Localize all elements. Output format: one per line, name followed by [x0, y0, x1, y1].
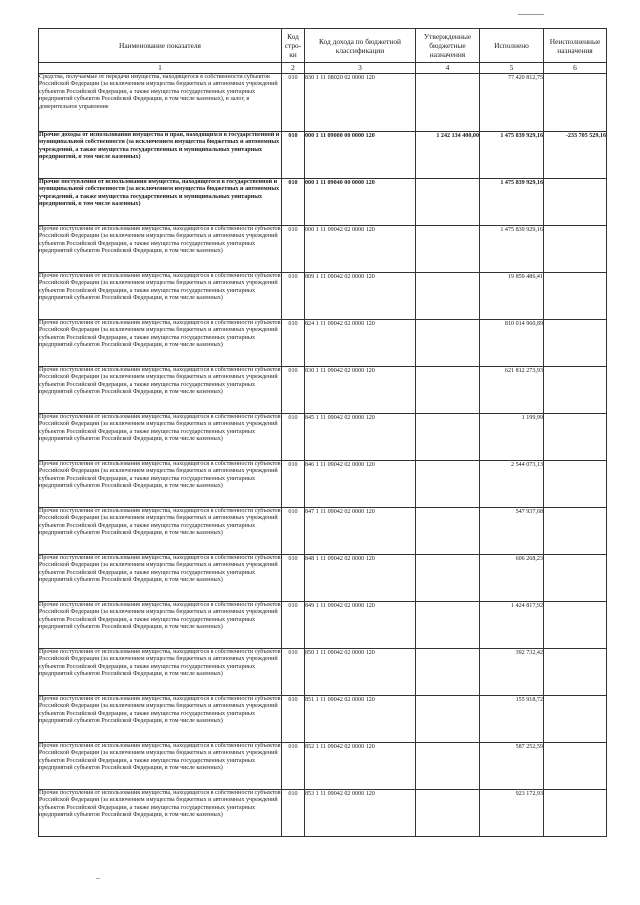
- col-header-name: Наименование показателя: [39, 29, 282, 63]
- row-income-code: 000 1 11 09042 02 0000 120: [305, 226, 416, 273]
- col-header-unexecuted: Неисполненные назначения: [544, 29, 607, 63]
- row-unexecuted: [544, 226, 607, 273]
- row-income-code: 853 1 11 09042 02 0000 120: [305, 790, 416, 837]
- row-executed: 1 475 839 929,16: [480, 132, 544, 179]
- row-unexecuted: [544, 508, 607, 555]
- row-line-code: 010: [282, 602, 305, 649]
- table-row: [39, 696, 607, 743]
- row-income-code: 000 1 11 09000 00 0000 120: [305, 132, 416, 179]
- row-approved: [416, 179, 480, 226]
- table-row: [39, 743, 607, 790]
- row-line-code: 010: [282, 696, 305, 743]
- row-executed: 1 475 839 929,16: [480, 226, 544, 273]
- row-unexecuted: [544, 602, 607, 649]
- row-executed: 155 918,72: [480, 696, 544, 743]
- col-header-kbk: Код дохода по бюджетной классификации: [305, 29, 416, 63]
- row-income-code: 830 1 11 08020 02 0000 120: [305, 74, 416, 132]
- row-line-code: 010: [282, 74, 305, 132]
- row-line-code: 010: [282, 555, 305, 602]
- column-number: 3: [305, 63, 416, 74]
- row-name: Прочие поступления от использования имущества, находящегося в государственной и муниципальной собственности (за исключением имущества бюджетных и автономных учреждений, а также имущества государственных и муниципальных унитарных предприятий, в том числе казенных): [39, 179, 282, 226]
- row-line-code: 010: [282, 461, 305, 508]
- row-unexecuted: [544, 743, 607, 790]
- row-approved: [416, 74, 480, 132]
- row-executed: 606 268,23: [480, 555, 544, 602]
- row-line-code: 010: [282, 508, 305, 555]
- header-row: [39, 29, 607, 63]
- row-unexecuted: [544, 320, 607, 367]
- row-line-code: 010: [282, 790, 305, 837]
- row-line-code: 010: [282, 743, 305, 790]
- row-executed: 587 252,59: [480, 743, 544, 790]
- budget-income-table: [38, 28, 607, 837]
- col-header-approved: Утвержденные бюджетные назначения: [416, 29, 480, 63]
- row-executed: 1 424 817,92: [480, 602, 544, 649]
- row-approved: [416, 414, 480, 461]
- row-approved: [416, 273, 480, 320]
- column-number: 4: [416, 63, 480, 74]
- row-executed: 77 420 812,75: [480, 74, 544, 132]
- row-executed: 2 544 073,13: [480, 461, 544, 508]
- row-name: Прочие поступления от использования имущества, находящегося в собственности субъектов Российской Федерации (за исключением имущества бюджетных и автономных учреждений субъектов Российской Федерации, а также имущества государственных унитарных предприятий субъектов Российской Федерации, в том числе казенных): [39, 461, 282, 508]
- row-name: Прочие поступления от использования имущества, находящегося в собственности субъектов Российской Федерации (за исключением имущества бюджетных и автономных учреждений субъектов Российской Федерации, а также имущества государственных унитарных предприятий субъектов Российской Федерации, в том числе казенных): [39, 320, 282, 367]
- table-row: [39, 414, 607, 461]
- row-unexecuted: [544, 414, 607, 461]
- row-name: Прочие поступления от использования имущества, находящегося в собственности субъектов Российской Федерации (за исключением имущества бюджетных и автономных учреждений субъектов Российской Федерации, а также имущества государственных унитарных предприятий субъектов Российской Федерации, в том числе казенных): [39, 602, 282, 649]
- scan-mark: [96, 878, 100, 879]
- row-income-code: 000 1 11 09040 00 0000 120: [305, 179, 416, 226]
- col-header-code: Код стро-ки: [282, 29, 305, 63]
- table-row: [39, 367, 607, 414]
- row-executed: 19 859 486,41: [480, 273, 544, 320]
- row-line-code: 010: [282, 414, 305, 461]
- row-income-code: 851 1 11 09042 02 0000 120: [305, 696, 416, 743]
- table-row: [39, 226, 607, 273]
- row-approved: [416, 649, 480, 696]
- scan-mark: [518, 14, 544, 15]
- row-income-code: 848 1 11 09042 02 0000 120: [305, 555, 416, 602]
- row-unexecuted: [544, 461, 607, 508]
- row-line-code: 010: [282, 273, 305, 320]
- row-income-code: 847 1 11 09042 02 0000 120: [305, 508, 416, 555]
- row-name: Прочие поступления от использования имущества, находящегося в собственности субъектов Российской Федерации (за исключением имущества бюджетных и автономных учреждений субъектов Российской Федерации, а также имущества государственных унитарных предприятий субъектов Российской Федерации, в том числе казенных): [39, 696, 282, 743]
- row-approved: [416, 226, 480, 273]
- row-approved: [416, 696, 480, 743]
- row-income-code: 809 1 11 09042 02 0000 120: [305, 273, 416, 320]
- row-unexecuted: [544, 696, 607, 743]
- row-name: Прочие поступления от использования имущества, находящегося в собственности субъектов Российской Федерации (за исключением имущества бюджетных и автономных учреждений субъектов Российской Федерации, а также имущества государственных унитарных предприятий субъектов Российской Федерации, в том числе казенных): [39, 649, 282, 696]
- row-name: Прочие поступления от использования имущества, находящегося в собственности субъектов Российской Федерации (за исключением имущества бюджетных и автономных учреждений субъектов Российской Федерации, а также имущества государственных унитарных предприятий субъектов Российской Федерации, в том числе казенных): [39, 508, 282, 555]
- table-row: [39, 461, 607, 508]
- table-row: [39, 649, 607, 696]
- row-name: Прочие поступления от использования имущества, находящегося в собственности субъектов Российской Федерации (за исключением имущества бюджетных и автономных учреждений субъектов Российской Федерации, а также имущества государственных унитарных предприятий субъектов Российской Федерации, в том числе казенных): [39, 790, 282, 837]
- row-unexecuted: [544, 555, 607, 602]
- row-income-code: 845 1 11 09042 02 0000 120: [305, 414, 416, 461]
- row-executed: 810 014 960,89: [480, 320, 544, 367]
- row-unexecuted: [544, 367, 607, 414]
- row-executed: 621 812 273,93: [480, 367, 544, 414]
- row-name: Прочие поступления от использования имущества, находящегося в собственности субъектов Российской Федерации (за исключением имущества бюджетных и автономных учреждений субъектов Российской Федерации, а также имущества государственных унитарных предприятий субъектов Российской Федерации, в том числе казенных): [39, 367, 282, 414]
- row-approved: [416, 743, 480, 790]
- column-number: 1: [39, 63, 282, 74]
- row-approved: [416, 320, 480, 367]
- row-executed: 547 937,68: [480, 508, 544, 555]
- row-income-code: 824 1 11 09042 02 0000 120: [305, 320, 416, 367]
- row-approved: [416, 508, 480, 555]
- table-row: [39, 179, 607, 226]
- row-unexecuted: -233 705 529,16: [544, 132, 607, 179]
- row-name: Прочие поступления от использования имущества, находящегося в собственности субъектов Российской Федерации (за исключением имущества бюджетных и автономных учреждений субъектов Российской Федерации, а также имущества государственных унитарных предприятий субъектов Российской Федерации, в том числе казенных): [39, 414, 282, 461]
- table-row: [39, 602, 607, 649]
- row-approved: [416, 555, 480, 602]
- table-row: [39, 790, 607, 837]
- row-line-code: 010: [282, 367, 305, 414]
- col-header-executed: Исполнено: [480, 29, 544, 63]
- table-row: [39, 74, 607, 132]
- row-approved: [416, 367, 480, 414]
- table-row: [39, 273, 607, 320]
- row-executed: 923 172,93: [480, 790, 544, 837]
- row-unexecuted: [544, 179, 607, 226]
- row-name: Прочие поступления от использования имущества, находящегося в собственности субъектов Российской Федерации (за исключением имущества бюджетных и автономных учреждений субъектов Российской Федерации, а также имущества государственных унитарных предприятий субъектов Российской Федерации, в том числе казенных): [39, 555, 282, 602]
- row-line-code: 010: [282, 226, 305, 273]
- row-unexecuted: [544, 273, 607, 320]
- row-approved: [416, 790, 480, 837]
- row-income-code: 846 1 11 09042 02 0000 120: [305, 461, 416, 508]
- row-name: Прочие поступления от использования имущества, находящегося в собственности субъектов Российской Федерации (за исключением имущества бюджетных и автономных учреждений субъектов Российской Федерации, а также имущества государственных унитарных предприятий субъектов Российской Федерации, в том числе казенных): [39, 273, 282, 320]
- row-executed: 392 732,42: [480, 649, 544, 696]
- row-income-code: 849 1 11 09042 02 0000 120: [305, 602, 416, 649]
- row-executed: 1 475 839 929,16: [480, 179, 544, 226]
- row-executed: 1 199,99: [480, 414, 544, 461]
- row-line-code: 010: [282, 649, 305, 696]
- row-approved: [416, 461, 480, 508]
- column-number: 5: [480, 63, 544, 74]
- row-name: Прочие поступления от использования имущества, находящегося в собственности субъектов Российской Федерации (за исключением имущества бюджетных и автономных учреждений субъектов Российской Федерации, а также имущества государственных унитарных предприятий субъектов Российской Федерации, в том числе казенных): [39, 743, 282, 790]
- row-unexecuted: [544, 649, 607, 696]
- column-numbers-row: [39, 63, 607, 74]
- row-name: Прочие поступления от использования имущества, находящегося в собственности субъектов Российской Федерации (за исключением имущества бюджетных и автономных учреждений субъектов Российской Федерации, а также имущества государственных унитарных предприятий субъектов Российской Федерации, в том числе казенных): [39, 226, 282, 273]
- table-row: [39, 508, 607, 555]
- row-income-code: 830 1 11 09042 02 0000 120: [305, 367, 416, 414]
- row-unexecuted: [544, 790, 607, 837]
- row-line-code: 010: [282, 179, 305, 226]
- table-row: [39, 555, 607, 602]
- row-approved: 1 242 134 400,00: [416, 132, 480, 179]
- row-name: Прочие доходы от использования имущества и прав, находящихся в государственной и муниципальной собственности (за исключением имущества бюджетных и автономных учреждений, а также имущества государственных и муниципальных унитарных предприятий, в том числе казенных): [39, 132, 282, 179]
- row-line-code: 010: [282, 320, 305, 367]
- row-approved: [416, 602, 480, 649]
- table-row: [39, 320, 607, 367]
- row-name: Средства, получаемые от передачи имущества, находящегося в собственности субъектов Российской Федерации (за исключением имущества бюджетных и автономных учреждений субъектов Российской Федерации, а также имущества государственных унитарных предприятий субъектов Российской Федерации, в том числе казенных), в залог, в доверительное управление: [39, 74, 282, 132]
- row-line-code: 010: [282, 132, 305, 179]
- row-income-code: 852 1 11 09042 02 0000 120: [305, 743, 416, 790]
- column-number: 2: [282, 63, 305, 74]
- column-number: 6: [544, 63, 607, 74]
- row-unexecuted: [544, 74, 607, 132]
- row-income-code: 850 1 11 09042 02 0000 120: [305, 649, 416, 696]
- table-row: [39, 132, 607, 179]
